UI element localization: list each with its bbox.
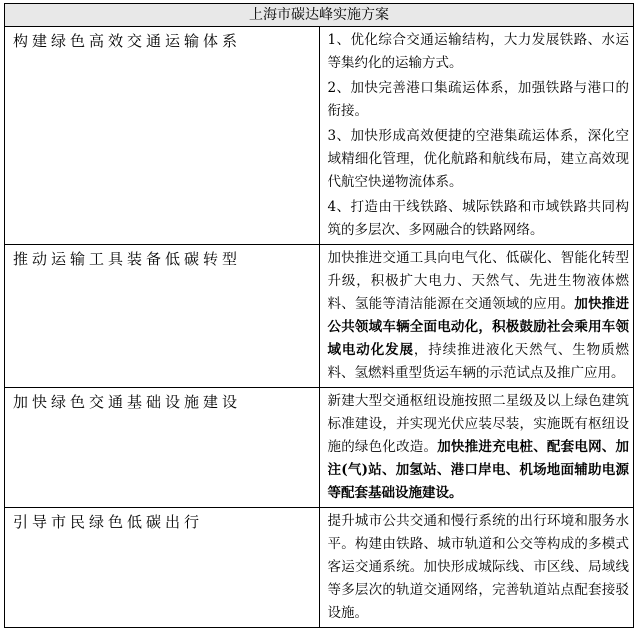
highlight-text: 加快推进充电桩、配套电网、加注(气)站、加氢站、港口岸电、机场地面辅助电源等配套基础设施建设。: [327, 439, 630, 501]
table-title: 上海市碳达峰实施方案: [5, 4, 634, 27]
content-text: ，持续推进液化天然气、生物质燃料、氢燃料重型货运车辆的示范试点及推广应用。: [327, 342, 630, 381]
list-item: 4、打造由干线铁路、城际铁路和市域铁路共同构筑的多层次、多网融合的铁路网络。: [327, 199, 629, 238]
table-row: [5, 245, 634, 388]
content-text: 新建大型交通枢纽设施按照二星级及以上绿色建筑标准建设，并实现光伏应装尽装，实施既有枢纽设施的绿色化改造。: [327, 393, 629, 455]
content-cell: [319, 388, 634, 508]
table-row: [5, 27, 634, 245]
category-cell: 加快绿色交通基础设施建设: [5, 388, 320, 508]
content-cell: [319, 27, 634, 245]
plan-table: [4, 3, 634, 628]
content-text: 加快推进交通工具向电气化、低碳化、智能化转型升级，积极扩大电力、天然气、先进生物液体燃料、氢能等清洁能源在交通领域的应用。: [327, 250, 629, 312]
category-cell: 推动运输工具装备低碳转型: [5, 245, 320, 388]
list-item: 1、优化综合交通运输结构，大力发展铁路、水运等集约化的运输方式。: [327, 32, 629, 71]
table-row: [5, 508, 634, 628]
list-item: 3、加快形成高效便捷的空港集疏运体系，深化空域精细化管理，优化航路和航线布局，建立高效现代航空快递物流体系。: [327, 128, 629, 190]
content-cell: [319, 245, 634, 388]
highlight-text: 加快推进公共领域车辆全面电动化，积极鼓励社会乘用车领域电动化发展: [327, 296, 630, 358]
category-cell: 引导市民绿色低碳出行: [5, 508, 320, 628]
table-row: [5, 388, 634, 508]
plan-document: [4, 3, 634, 621]
content-text: 提升城市公共交通和慢行系统的出行环境和服务水平。构建由铁路、城市轨道和公交等构成的多模式客运交通系统。加快形成城际线、市区线、局域线等多层次的轨道交通网络，完善轨道站点配套接驳设施。: [327, 513, 629, 621]
title-row: [5, 4, 634, 27]
content-cell: [319, 508, 634, 628]
list-item: 2、加快完善港口集疏运体系，加强铁路与港口的衔接。: [327, 80, 629, 119]
category-cell: 构建绿色高效交通运输体系: [5, 27, 320, 245]
